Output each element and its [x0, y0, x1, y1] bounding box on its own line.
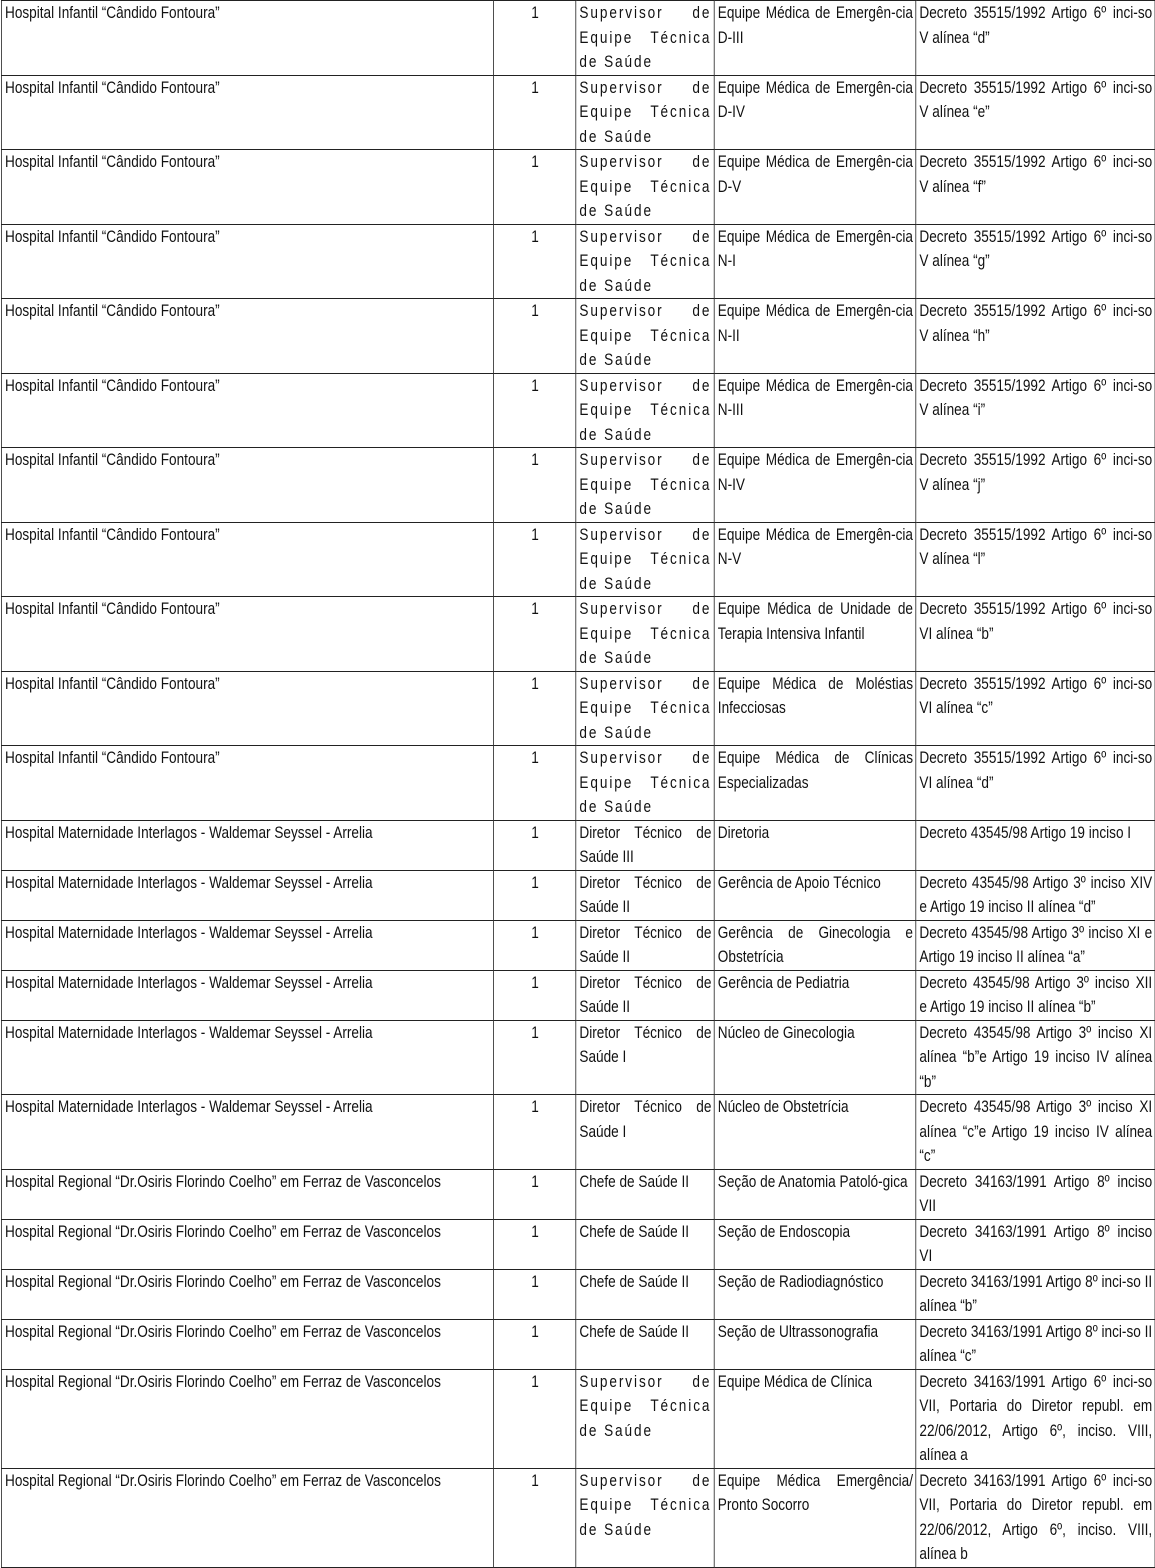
cell-legal: Decreto 34163/1991 Artigo 6º inci-so VII, Portaria do Diretor republ. em 22/06/2012, Artigo 6º, inciso. VIII, alínea b: [916, 1468, 1155, 1567]
cell-unit: Hospital Infantil “Cândido Fontoura”: [1, 746, 493, 821]
cell-qty: 1: [493, 1468, 575, 1567]
cell-legal: Decreto 34163/1991 Artigo 8º inci-so II alínea “b”: [916, 1269, 1155, 1319]
cell-unit: Hospital Infantil “Cândido Fontoura”: [1, 224, 493, 299]
cell-qty: 1: [493, 448, 575, 523]
cell-dept: Equipe Médica de Emergên-cia D-III: [714, 1, 916, 76]
cell-role: Supervisor de Equipe Técnica de Saúde: [576, 448, 714, 523]
cell-unit: Hospital Regional “Dr.Osiris Florindo Coelho” em Ferraz de Vasconcelos: [1, 1468, 493, 1567]
table-row: [1, 1269, 1155, 1319]
cell-dept: Equipe Médica de Emergên-cia D-IV: [714, 75, 916, 150]
cell-role: Supervisor de Equipe Técnica de Saúde: [576, 1, 714, 76]
cell-dept: Núcleo de Obstetrícia: [714, 1095, 916, 1170]
cell-dept: Seção de Radiodiagnóstico: [714, 1269, 916, 1319]
cell-dept: Equipe Médica de Emergên-cia N-V: [714, 522, 916, 597]
cell-legal: Decreto 43545/98 Artigo 3º inciso XIV e Artigo 19 inciso II alínea “d”: [916, 870, 1155, 920]
table-row: [1, 671, 1155, 746]
cell-qty: 1: [493, 373, 575, 448]
cell-qty: 1: [493, 970, 575, 1020]
cell-qty: 1: [493, 1095, 575, 1170]
cell-role: Diretor Técnico de Saúde II: [576, 870, 714, 920]
cell-unit: Hospital Maternidade Interlagos - Waldemar Seyssel - Arrelia: [1, 820, 493, 870]
cell-unit: Hospital Maternidade Interlagos - Waldemar Seyssel - Arrelia: [1, 1095, 493, 1170]
cell-unit: Hospital Infantil “Cândido Fontoura”: [1, 671, 493, 746]
cell-qty: 1: [493, 920, 575, 970]
table-row: [1, 870, 1155, 920]
table-row: [1, 448, 1155, 523]
cell-legal: Decreto 43545/98 Artigo 19 inciso I: [916, 820, 1155, 870]
cell-qty: 1: [493, 597, 575, 672]
cell-dept: Equipe Médica de Clínica: [714, 1369, 916, 1468]
cell-legal: Decreto 43545/98 Artigo 3º inciso XI alínea “c”e Artigo 19 inciso IV alínea “c”: [916, 1095, 1155, 1170]
cell-qty: 1: [493, 870, 575, 920]
cell-role: Supervisor de Equipe Técnica de Saúde: [576, 671, 714, 746]
cell-role: Supervisor de Equipe Técnica de Saúde: [576, 1468, 714, 1567]
cell-legal: Decreto 43545/98 Artigo 3º inciso XI alínea “b”e Artigo 19 inciso IV alínea “b”: [916, 1020, 1155, 1095]
cell-legal: Decreto 34163/1991 Artigo 6º inci-so VII, Portaria do Diretor republ. em 22/06/2012, Artigo 6º, inciso. VIII, alínea a: [916, 1369, 1155, 1468]
cell-unit: Hospital Infantil “Cândido Fontoura”: [1, 150, 493, 225]
cell-role: Chefe de Saúde II: [576, 1269, 714, 1319]
cell-unit: Hospital Regional “Dr.Osiris Florindo Coelho” em Ferraz de Vasconcelos: [1, 1319, 493, 1369]
cell-role: Chefe de Saúde II: [576, 1219, 714, 1269]
cell-unit: Hospital Infantil “Cândido Fontoura”: [1, 299, 493, 374]
table-row: [1, 1369, 1155, 1468]
table-row: [1, 522, 1155, 597]
cell-unit: Hospital Maternidade Interlagos - Waldemar Seyssel - Arrelia: [1, 920, 493, 970]
cell-dept: Equipe Médica de Emergên-cia N-II: [714, 299, 916, 374]
cell-role: Supervisor de Equipe Técnica de Saúde: [576, 150, 714, 225]
cell-dept: Seção de Anatomia Patoló-gica: [714, 1169, 916, 1219]
cell-dept: Equipe Médica de Moléstias Infecciosas: [714, 671, 916, 746]
cell-role: Diretor Técnico de Saúde I: [576, 1095, 714, 1170]
table-row: [1, 920, 1155, 970]
cell-dept: Seção de Endoscopia: [714, 1219, 916, 1269]
table-row: [1, 1095, 1155, 1170]
appointments-table: [1, 0, 1155, 1568]
cell-dept: Equipe Médica de Clínicas Especializadas: [714, 746, 916, 821]
cell-role: Supervisor de Equipe Técnica de Saúde: [576, 597, 714, 672]
cell-role: Supervisor de Equipe Técnica de Saúde: [576, 224, 714, 299]
cell-dept: Diretoria: [714, 820, 916, 870]
cell-unit: Hospital Regional “Dr.Osiris Florindo Coelho” em Ferraz de Vasconcelos: [1, 1269, 493, 1319]
cell-dept: Equipe Médica Emergência/ Pronto Socorro: [714, 1468, 916, 1567]
table-row: [1, 1, 1155, 76]
cell-role: Supervisor de Equipe Técnica de Saúde: [576, 1369, 714, 1468]
table-row: [1, 820, 1155, 870]
cell-legal: Decreto 35515/1992 Artigo 6º inci-so V alínea “f”: [916, 150, 1155, 225]
cell-role: Supervisor de Equipe Técnica de Saúde: [576, 746, 714, 821]
cell-qty: 1: [493, 150, 575, 225]
cell-legal: Decreto 35515/1992 Artigo 6º inci-so VI alínea “d”: [916, 746, 1155, 821]
cell-unit: Hospital Infantil “Cândido Fontoura”: [1, 448, 493, 523]
table-row: [1, 970, 1155, 1020]
cell-dept: Equipe Médica de Unidade de Terapia Intensiva Infantil: [714, 597, 916, 672]
cell-legal: Decreto 35515/1992 Artigo 6º inci-so VI alínea “c”: [916, 671, 1155, 746]
cell-unit: Hospital Regional “Dr.Osiris Florindo Coelho” em Ferraz de Vasconcelos: [1, 1169, 493, 1219]
cell-role: Chefe de Saúde II: [576, 1319, 714, 1369]
cell-qty: 1: [493, 1369, 575, 1468]
cell-legal: Decreto 43545/98 Artigo 3º inciso XI e Artigo 19 inciso II alínea “a”: [916, 920, 1155, 970]
cell-role: Diretor Técnico de Saúde III: [576, 820, 714, 870]
cell-role: Diretor Técnico de Saúde I: [576, 1020, 714, 1095]
cell-unit: Hospital Maternidade Interlagos - Waldemar Seyssel - Arrelia: [1, 870, 493, 920]
cell-unit: Hospital Infantil “Cândido Fontoura”: [1, 373, 493, 448]
cell-legal: Decreto 35515/1992 Artigo 6º inci-so V alínea “j”: [916, 448, 1155, 523]
cell-qty: 1: [493, 671, 575, 746]
cell-qty: 1: [493, 1, 575, 76]
cell-legal: Decreto 35515/1992 Artigo 6º inci-so V alínea “h”: [916, 299, 1155, 374]
table-body: [1, 1, 1155, 1568]
table-row: [1, 1319, 1155, 1369]
cell-legal: Decreto 35515/1992 Artigo 6º inci-so V alínea “d”: [916, 1, 1155, 76]
cell-qty: 1: [493, 75, 575, 150]
cell-unit: Hospital Infantil “Cândido Fontoura”: [1, 1, 493, 76]
cell-role: Diretor Técnico de Saúde II: [576, 920, 714, 970]
cell-dept: Equipe Médica de Emergên-cia N-III: [714, 373, 916, 448]
table-row: [1, 746, 1155, 821]
cell-qty: 1: [493, 522, 575, 597]
cell-dept: Núcleo de Ginecologia: [714, 1020, 916, 1095]
cell-unit: Hospital Infantil “Cândido Fontoura”: [1, 522, 493, 597]
table-row: [1, 597, 1155, 672]
cell-role: Supervisor de Equipe Técnica de Saúde: [576, 522, 714, 597]
cell-qty: 1: [493, 746, 575, 821]
cell-role: Supervisor de Equipe Técnica de Saúde: [576, 75, 714, 150]
cell-legal: Decreto 34163/1991 Artigo 8º inciso VII: [916, 1169, 1155, 1219]
cell-dept: Gerência de Ginecologia e Obstetrícia: [714, 920, 916, 970]
cell-unit: Hospital Maternidade Interlagos - Waldemar Seyssel - Arrelia: [1, 1020, 493, 1095]
cell-legal: Decreto 34163/1991 Artigo 8º inciso VI: [916, 1219, 1155, 1269]
cell-qty: 1: [493, 299, 575, 374]
cell-unit: Hospital Regional “Dr.Osiris Florindo Coelho” em Ferraz de Vasconcelos: [1, 1219, 493, 1269]
cell-unit: Hospital Infantil “Cândido Fontoura”: [1, 75, 493, 150]
table-row: [1, 1468, 1155, 1567]
cell-qty: 1: [493, 1020, 575, 1095]
cell-role: Supervisor de Equipe Técnica de Saúde: [576, 373, 714, 448]
cell-qty: 1: [493, 1319, 575, 1369]
table-row: [1, 373, 1155, 448]
cell-dept: Seção de Ultrassonografia: [714, 1319, 916, 1369]
cell-unit: Hospital Regional “Dr.Osiris Florindo Coelho” em Ferraz de Vasconcelos: [1, 1369, 493, 1468]
cell-dept: Equipe Médica de Emergên-cia N-I: [714, 224, 916, 299]
cell-dept: Equipe Médica de Emergên-cia N-IV: [714, 448, 916, 523]
cell-legal: Decreto 35515/1992 Artigo 6º inci-so V alínea “l”: [916, 522, 1155, 597]
cell-dept: Gerência de Pediatria: [714, 970, 916, 1020]
cell-legal: Decreto 43545/98 Artigo 3º inciso XII e Artigo 19 inciso II alínea “b”: [916, 970, 1155, 1020]
table-row: [1, 75, 1155, 150]
cell-role: Chefe de Saúde II: [576, 1169, 714, 1219]
table-row: [1, 150, 1155, 225]
cell-legal: Decreto 35515/1992 Artigo 6º inci-so V alínea “e”: [916, 75, 1155, 150]
cell-role: Supervisor de Equipe Técnica de Saúde: [576, 299, 714, 374]
cell-role: Diretor Técnico de Saúde II: [576, 970, 714, 1020]
table-row: [1, 1169, 1155, 1219]
table-row: [1, 1219, 1155, 1269]
cell-qty: 1: [493, 1169, 575, 1219]
table-row: [1, 299, 1155, 374]
cell-dept: Gerência de Apoio Técnico: [714, 870, 916, 920]
cell-qty: 1: [493, 1269, 575, 1319]
cell-legal: Decreto 35515/1992 Artigo 6º inci-so V alínea “i”: [916, 373, 1155, 448]
cell-qty: 1: [493, 1219, 575, 1269]
cell-unit: Hospital Maternidade Interlagos - Waldemar Seyssel - Arrelia: [1, 970, 493, 1020]
cell-legal: Decreto 34163/1991 Artigo 8º inci-so II alínea “c”: [916, 1319, 1155, 1369]
cell-qty: 1: [493, 820, 575, 870]
table-row: [1, 1020, 1155, 1095]
cell-legal: Decreto 35515/1992 Artigo 6º inci-so VI alínea “b”: [916, 597, 1155, 672]
table-row: [1, 224, 1155, 299]
cell-unit: Hospital Infantil “Cândido Fontoura”: [1, 597, 493, 672]
cell-dept: Equipe Médica de Emergên-cia D-V: [714, 150, 916, 225]
cell-qty: 1: [493, 224, 575, 299]
cell-legal: Decreto 35515/1992 Artigo 6º inci-so V alínea “g”: [916, 224, 1155, 299]
